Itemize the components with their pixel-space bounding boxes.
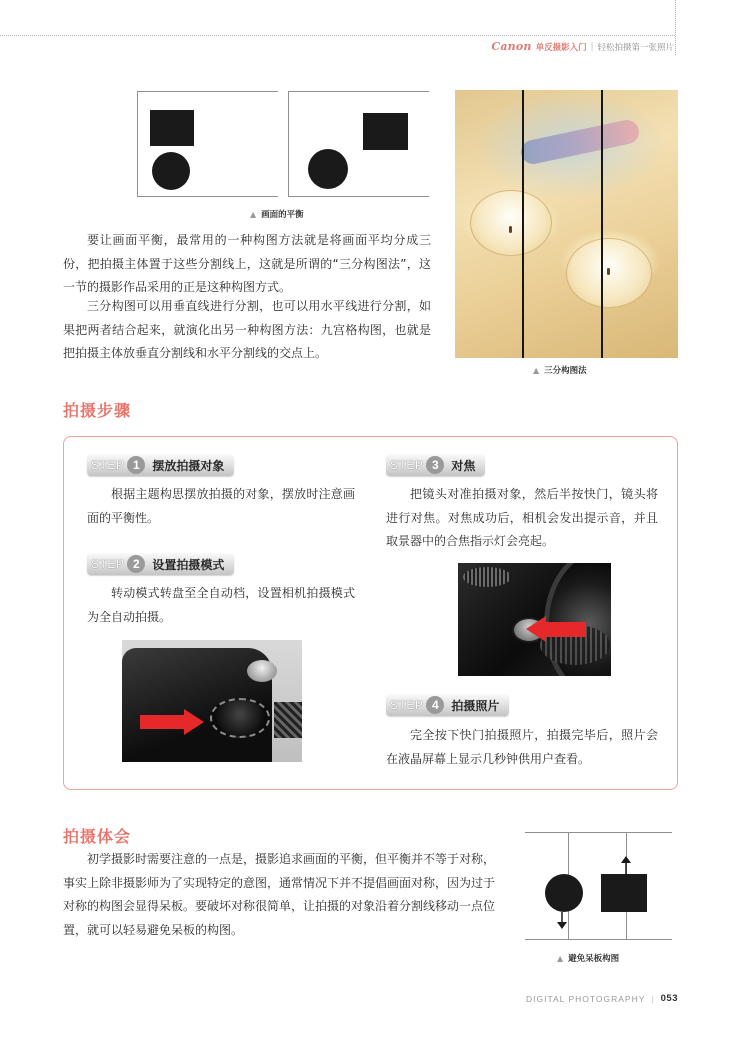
balance-diagram-right [288,91,429,197]
candle-wick [509,226,512,233]
intro-paragraph-1: 要让画面平衡，最常用的一种构图方法就是将画面平均分成三份，把拍摄主体置于这些分割线上，这就是所谓的“三分构图法”，这一节的摄影作品采用的正是这种构图方式。 [63,233,431,294]
step-3-text: 把镜头对准拍摄对象，然后半按快门，镜头将进行对焦。对焦成功后，相机会发出提示音，并且取景器中的合焦指示灯会亮起。 [386,487,658,548]
step-4-tag: STEP 4 拍摄照片 [386,694,509,716]
step-1-text: 根据主题构思摆放拍摄的对象，摆放时注意画面的平衡性。 [87,487,355,525]
down-arrow-icon [556,912,568,930]
running-header [491,40,674,53]
step-number-badge: 1 [127,456,145,474]
avoid-rigid-caption: ▲ 避免呆板构图 [557,953,620,964]
shutter-button-photo [458,563,611,676]
intro-paragraph-2: 三分构图可以用垂直线进行分割，也可以用水平线进行分割，如果把两者结合起来，就演化出另一种构图方法：九宫格构图，也就是把拍摄主体放垂直分割线和水平分割线的交点上。 [63,299,431,360]
step-2-text: 转动模式转盘至全自动档，设置相机拍摄模式为全自动拍摄。 [87,586,355,624]
brand-logo: Canon [491,40,532,53]
mode-dial [210,698,270,738]
red-arrow-icon [526,616,586,642]
circle-shape [152,152,190,190]
step-1-tag: STEP 1 摆放拍摄对象 [87,454,234,476]
camera-strap [274,702,302,738]
header-dotted-rule [0,35,675,36]
footer-separator: | [651,993,655,1004]
shutter-button [247,660,277,682]
experience-section-title: 拍摄体会 [63,827,132,846]
steps-section-title: 拍摄步骤 [63,401,132,420]
step-2-tag: STEP 2 设置拍摄模式 [87,553,234,575]
experience-paragraph: 初学摄影时需要注意的一点是，摄影追求画面的平衡，但平衡并不等于对称，事实上除非摄影师为了实现特定的意图，通常情况下并不提倡画面对称，因为过于对称的构图会显得呆板。要破坏对称很简单，让拍摄的对象沿着分割线移动一点位置，就可以轻易避免呆板的构图。 [63,852,496,937]
ribbon-decoration [519,118,641,166]
circle-shape [545,874,583,912]
step-3-tag: STEP 3 对焦 [386,454,485,476]
step-number-badge: 2 [127,555,145,573]
triangle-icon: ▲ [533,365,540,375]
step-number-badge: 4 [426,696,444,714]
thirds-caption: ▲ 三分构图法 [533,365,587,376]
page-footer [526,993,678,1004]
square-shape [601,874,647,912]
candle-left [470,190,552,256]
balance-diagram-left [137,91,278,197]
mode-dial [463,567,511,587]
red-arrow-icon [140,709,204,735]
triangle-icon: ▲ [250,209,257,219]
square-shape [150,110,194,146]
step-4-text: 完全按下快门拍摄照片，拍摄完毕后，照片会在液晶屏幕上显示几秒钟供用户查看。 [386,728,658,766]
candle-wick [607,268,610,275]
circle-shape [308,149,348,189]
header-separator: | [590,41,594,52]
step-number-badge: 3 [426,456,444,474]
footer-label: DIGITAL PHOTOGRAPHY [525,993,646,1004]
header-chapter: 轻松拍摄第一张照片 [597,42,674,53]
square-shape [363,113,408,150]
header-dotted-rule-vertical [675,0,676,55]
thirds-line-left [522,90,524,358]
page-number: 053 [660,993,678,1004]
header-section: 单反摄影入门 [535,42,587,53]
triangle-icon: ▲ [557,953,564,963]
balance-caption: ▲ 画面的平衡 [250,209,304,220]
avoid-rigid-diagram [525,832,672,940]
mode-dial-photo [122,640,302,762]
candles-photo [455,90,678,358]
thirds-line-right [601,90,603,358]
up-arrow-icon [620,856,632,874]
